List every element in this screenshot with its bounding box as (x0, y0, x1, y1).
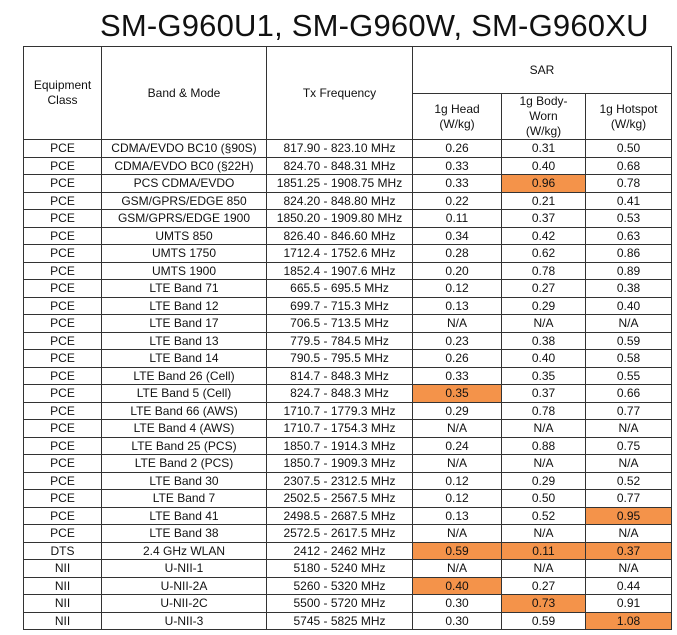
cell-body-sar: 0.59 (502, 612, 586, 630)
table-row (24, 210, 672, 228)
cell-band-mode: CDMA/EVDO BC0 (§22H) (102, 157, 267, 175)
cell-equipment-class: PCE (24, 192, 102, 210)
cell-hotspot-sar: 0.55 (586, 367, 672, 385)
cell-band-mode: UMTS 1750 (102, 245, 267, 263)
cell-tx-frequency: 1850.7 - 1909.3 MHz (267, 455, 413, 473)
table-row (24, 280, 672, 298)
cell-equipment-class: PCE (24, 420, 102, 438)
header-body: 1g Body-Worn (W/kg) (502, 94, 586, 140)
table-row (24, 350, 672, 368)
cell-tx-frequency: 2307.5 - 2312.5 MHz (267, 472, 413, 490)
header-equipment-class: Equipment Class (24, 47, 102, 140)
cell-body-sar: 0.78 (502, 402, 586, 420)
cell-head-sar: 0.29 (413, 402, 502, 420)
table-row (24, 227, 672, 245)
cell-body-sar: 0.31 (502, 140, 586, 158)
cell-body-sar: 0.42 (502, 227, 586, 245)
table-row (24, 595, 672, 613)
table-row (24, 332, 672, 350)
cell-body-sar: N/A (502, 455, 586, 473)
cell-tx-frequency: 2502.5 - 2567.5 MHz (267, 490, 413, 508)
cell-equipment-class: PCE (24, 350, 102, 368)
table-row (24, 315, 672, 333)
cell-tx-frequency: 5260 - 5320 MHz (267, 577, 413, 595)
cell-head-sar: 0.20 (413, 262, 502, 280)
table-row (24, 420, 672, 438)
cell-hotspot-sar: 0.37 (586, 542, 672, 560)
cell-head-sar: 0.22 (413, 192, 502, 210)
cell-band-mode: U-NII-2A (102, 577, 267, 595)
cell-head-sar: N/A (413, 560, 502, 578)
cell-tx-frequency: 824.20 - 848.80 MHz (267, 192, 413, 210)
header-sar: SAR (413, 47, 672, 94)
cell-equipment-class: PCE (24, 297, 102, 315)
cell-head-sar: 0.12 (413, 472, 502, 490)
cell-band-mode: 2.4 GHz WLAN (102, 542, 267, 560)
cell-head-sar: 0.23 (413, 332, 502, 350)
cell-equipment-class: PCE (24, 385, 102, 403)
table-row (24, 192, 672, 210)
cell-equipment-class: PCE (24, 315, 102, 333)
cell-hotspot-sar: 0.44 (586, 577, 672, 595)
cell-body-sar: 0.27 (502, 280, 586, 298)
cell-body-sar: 0.40 (502, 157, 586, 175)
cell-hotspot-sar: 1.08 (586, 612, 672, 630)
cell-equipment-class: PCE (24, 175, 102, 193)
cell-head-sar: 0.40 (413, 577, 502, 595)
cell-hotspot-sar: 0.86 (586, 245, 672, 263)
cell-body-sar: 0.78 (502, 262, 586, 280)
cell-band-mode: LTE Band 14 (102, 350, 267, 368)
cell-band-mode: UMTS 1900 (102, 262, 267, 280)
cell-band-mode: LTE Band 38 (102, 525, 267, 543)
table-row (24, 297, 672, 315)
cell-band-mode: LTE Band 2 (PCS) (102, 455, 267, 473)
cell-hotspot-sar: 0.53 (586, 210, 672, 228)
cell-tx-frequency: 5500 - 5720 MHz (267, 595, 413, 613)
cell-band-mode: LTE Band 30 (102, 472, 267, 490)
table-row (24, 577, 672, 595)
cell-band-mode: LTE Band 25 (PCS) (102, 437, 267, 455)
cell-equipment-class: NII (24, 577, 102, 595)
table-row (24, 245, 672, 263)
cell-hotspot-sar: N/A (586, 525, 672, 543)
cell-tx-frequency: 824.7 - 848.3 MHz (267, 385, 413, 403)
cell-equipment-class: PCE (24, 245, 102, 263)
cell-body-sar: 0.37 (502, 385, 586, 403)
cell-head-sar: 0.12 (413, 280, 502, 298)
cell-hotspot-sar: 0.95 (586, 507, 672, 525)
table-row (24, 175, 672, 193)
cell-band-mode: LTE Band 17 (102, 315, 267, 333)
cell-head-sar: 0.33 (413, 175, 502, 193)
cell-equipment-class: PCE (24, 157, 102, 175)
header-hotspot: 1g Hotspot (W/kg) (586, 94, 672, 140)
cell-equipment-class: PCE (24, 227, 102, 245)
cell-equipment-class: PCE (24, 280, 102, 298)
table-row (24, 560, 672, 578)
cell-hotspot-sar: 0.77 (586, 402, 672, 420)
cell-equipment-class: PCE (24, 472, 102, 490)
cell-band-mode: CDMA/EVDO BC10 (§90S) (102, 140, 267, 158)
cell-body-sar: 0.37 (502, 210, 586, 228)
cell-band-mode: LTE Band 12 (102, 297, 267, 315)
cell-hotspot-sar: 0.78 (586, 175, 672, 193)
cell-tx-frequency: 1852.4 - 1907.6 MHz (267, 262, 413, 280)
cell-equipment-class: PCE (24, 525, 102, 543)
table-row (24, 542, 672, 560)
cell-body-sar: N/A (502, 525, 586, 543)
table-row (24, 507, 672, 525)
cell-hotspot-sar: 0.66 (586, 385, 672, 403)
cell-head-sar: 0.28 (413, 245, 502, 263)
cell-body-sar: 0.29 (502, 297, 586, 315)
cell-band-mode: LTE Band 71 (102, 280, 267, 298)
cell-head-sar: 0.24 (413, 437, 502, 455)
table-row (24, 402, 672, 420)
cell-tx-frequency: 817.90 - 823.10 MHz (267, 140, 413, 158)
cell-head-sar: 0.59 (413, 542, 502, 560)
cell-body-sar: 0.11 (502, 542, 586, 560)
cell-band-mode: PCS CDMA/EVDO (102, 175, 267, 193)
cell-equipment-class: NII (24, 595, 102, 613)
table-row (24, 472, 672, 490)
cell-head-sar: 0.11 (413, 210, 502, 228)
table-row (24, 490, 672, 508)
cell-equipment-class: NII (24, 560, 102, 578)
table-row (24, 437, 672, 455)
cell-body-sar: 0.21 (502, 192, 586, 210)
cell-tx-frequency: 5745 - 5825 MHz (267, 612, 413, 630)
cell-head-sar: 0.35 (413, 385, 502, 403)
cell-tx-frequency: 706.5 - 713.5 MHz (267, 315, 413, 333)
table-body (24, 140, 672, 630)
cell-band-mode: LTE Band 13 (102, 332, 267, 350)
cell-tx-frequency: 824.70 - 848.31 MHz (267, 157, 413, 175)
cell-band-mode: GSM/GPRS/EDGE 850 (102, 192, 267, 210)
cell-tx-frequency: 1712.4 - 1752.6 MHz (267, 245, 413, 263)
cell-head-sar: 0.30 (413, 595, 502, 613)
cell-band-mode: UMTS 850 (102, 227, 267, 245)
cell-hotspot-sar: 0.68 (586, 157, 672, 175)
cell-hotspot-sar: N/A (586, 315, 672, 333)
cell-body-sar: 0.50 (502, 490, 586, 508)
cell-equipment-class: PCE (24, 455, 102, 473)
cell-band-mode: LTE Band 26 (Cell) (102, 367, 267, 385)
cell-equipment-class: PCE (24, 507, 102, 525)
cell-head-sar: N/A (413, 455, 502, 473)
cell-hotspot-sar: 0.38 (586, 280, 672, 298)
cell-band-mode: GSM/GPRS/EDGE 1900 (102, 210, 267, 228)
cell-equipment-class: PCE (24, 210, 102, 228)
header-tx-frequency: Tx Frequency (267, 47, 413, 140)
cell-head-sar: 0.33 (413, 157, 502, 175)
cell-equipment-class: DTS (24, 542, 102, 560)
cell-body-sar: 0.96 (502, 175, 586, 193)
cell-hotspot-sar: 0.40 (586, 297, 672, 315)
cell-head-sar: 0.34 (413, 227, 502, 245)
cell-tx-frequency: 1850.7 - 1914.3 MHz (267, 437, 413, 455)
cell-tx-frequency: 699.7 - 715.3 MHz (267, 297, 413, 315)
cell-hotspot-sar: N/A (586, 455, 672, 473)
cell-hotspot-sar: 0.75 (586, 437, 672, 455)
cell-tx-frequency: 2412 - 2462 MHz (267, 542, 413, 560)
cell-body-sar: 0.88 (502, 437, 586, 455)
cell-hotspot-sar: 0.77 (586, 490, 672, 508)
header-band-mode: Band & Mode (102, 47, 267, 140)
cell-hotspot-sar: 0.89 (586, 262, 672, 280)
cell-hotspot-sar: 0.50 (586, 140, 672, 158)
table-row (24, 525, 672, 543)
cell-head-sar: N/A (413, 525, 502, 543)
table-row (24, 385, 672, 403)
cell-tx-frequency: 2572.5 - 2617.5 MHz (267, 525, 413, 543)
cell-tx-frequency: 826.40 - 846.60 MHz (267, 227, 413, 245)
cell-head-sar: N/A (413, 420, 502, 438)
page-title: SM-G960U1, SM-G960W, SM-G960XU (100, 8, 649, 43)
cell-band-mode: LTE Band 5 (Cell) (102, 385, 267, 403)
cell-body-sar: 0.62 (502, 245, 586, 263)
cell-equipment-class: PCE (24, 490, 102, 508)
cell-head-sar: 0.12 (413, 490, 502, 508)
table-row (24, 612, 672, 630)
cell-tx-frequency: 5180 - 5240 MHz (267, 560, 413, 578)
cell-head-sar: N/A (413, 315, 502, 333)
cell-body-sar: 0.27 (502, 577, 586, 595)
cell-hotspot-sar: N/A (586, 420, 672, 438)
cell-hotspot-sar: 0.91 (586, 595, 672, 613)
cell-band-mode: LTE Band 7 (102, 490, 267, 508)
table-row (24, 367, 672, 385)
cell-tx-frequency: 665.5 - 695.5 MHz (267, 280, 413, 298)
cell-body-sar: N/A (502, 560, 586, 578)
sar-table (23, 46, 672, 630)
header-head: 1g Head (W/kg) (413, 94, 502, 140)
cell-band-mode: U-NII-3 (102, 612, 267, 630)
table-row (24, 455, 672, 473)
cell-body-sar: 0.52 (502, 507, 586, 525)
cell-equipment-class: PCE (24, 402, 102, 420)
cell-hotspot-sar: 0.59 (586, 332, 672, 350)
cell-head-sar: 0.26 (413, 140, 502, 158)
cell-tx-frequency: 779.5 - 784.5 MHz (267, 332, 413, 350)
cell-band-mode: U-NII-1 (102, 560, 267, 578)
table-row (24, 262, 672, 280)
cell-head-sar: 0.13 (413, 507, 502, 525)
cell-equipment-class: PCE (24, 437, 102, 455)
cell-band-mode: U-NII-2C (102, 595, 267, 613)
cell-tx-frequency: 790.5 - 795.5 MHz (267, 350, 413, 368)
cell-body-sar: 0.73 (502, 595, 586, 613)
cell-body-sar: N/A (502, 315, 586, 333)
cell-equipment-class: PCE (24, 332, 102, 350)
cell-equipment-class: PCE (24, 140, 102, 158)
cell-tx-frequency: 2498.5 - 2687.5 MHz (267, 507, 413, 525)
cell-head-sar: 0.33 (413, 367, 502, 385)
cell-hotspot-sar: N/A (586, 560, 672, 578)
cell-head-sar: 0.30 (413, 612, 502, 630)
cell-tx-frequency: 1710.7 - 1779.3 MHz (267, 402, 413, 420)
cell-equipment-class: PCE (24, 262, 102, 280)
cell-hotspot-sar: 0.41 (586, 192, 672, 210)
cell-hotspot-sar: 0.63 (586, 227, 672, 245)
cell-tx-frequency: 814.7 - 848.3 MHz (267, 367, 413, 385)
cell-band-mode: LTE Band 4 (AWS) (102, 420, 267, 438)
cell-tx-frequency: 1710.7 - 1754.3 MHz (267, 420, 413, 438)
cell-band-mode: LTE Band 41 (102, 507, 267, 525)
cell-hotspot-sar: 0.58 (586, 350, 672, 368)
cell-body-sar: 0.38 (502, 332, 586, 350)
cell-band-mode: LTE Band 66 (AWS) (102, 402, 267, 420)
cell-hotspot-sar: 0.52 (586, 472, 672, 490)
cell-tx-frequency: 1851.25 - 1908.75 MHz (267, 175, 413, 193)
cell-body-sar: N/A (502, 420, 586, 438)
table-row (24, 140, 672, 158)
cell-head-sar: 0.13 (413, 297, 502, 315)
table-row (24, 157, 672, 175)
cell-body-sar: 0.40 (502, 350, 586, 368)
cell-equipment-class: PCE (24, 367, 102, 385)
cell-body-sar: 0.35 (502, 367, 586, 385)
cell-body-sar: 0.29 (502, 472, 586, 490)
cell-tx-frequency: 1850.20 - 1909.80 MHz (267, 210, 413, 228)
cell-equipment-class: NII (24, 612, 102, 630)
cell-head-sar: 0.26 (413, 350, 502, 368)
